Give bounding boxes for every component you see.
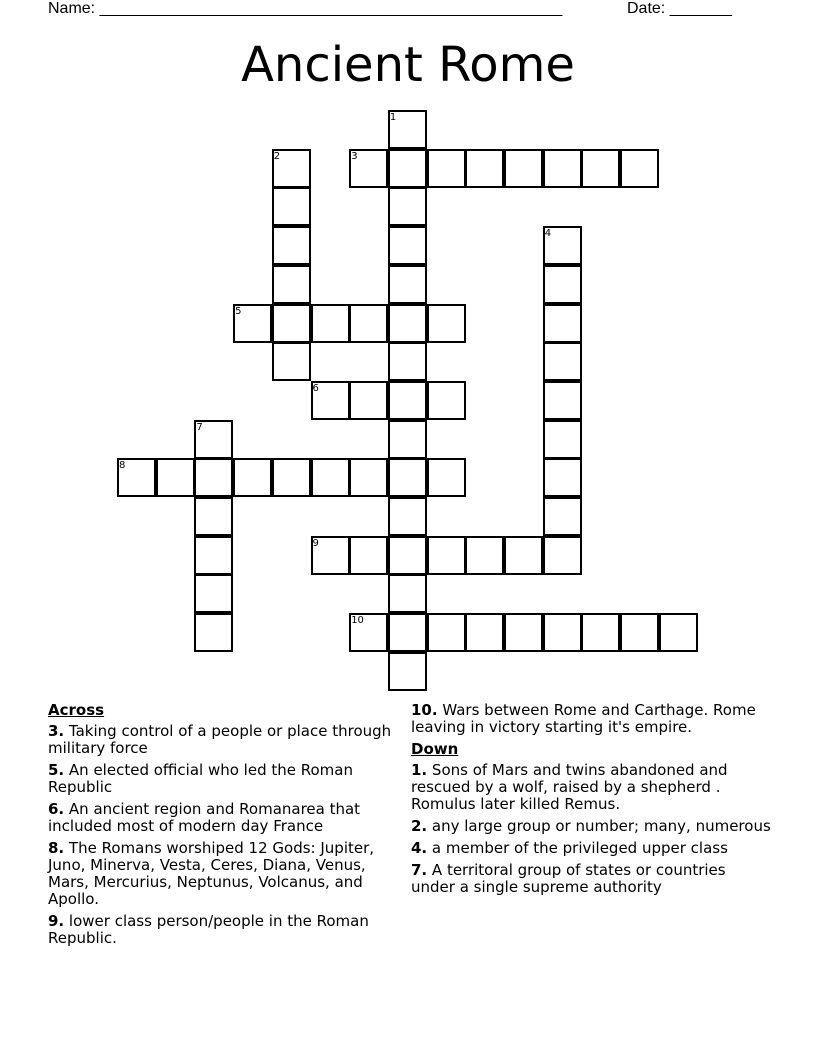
clue-across-5 xyxy=(48,762,393,796)
grid-cell[interactable] xyxy=(620,149,659,188)
clue-text: The Romans worshiped 12 Gods: Jupiter, Juno, Minerva, Vesta, Ceres, Diana, Venus, Mars, Mercurius, Neptunus, Volcanus, and Apollo. xyxy=(48,839,375,908)
clue-number: 4. xyxy=(411,839,428,857)
grid-cell[interactable] xyxy=(272,187,311,226)
grid-cell[interactable] xyxy=(194,613,233,652)
grid-cell[interactable] xyxy=(311,304,350,343)
grid-cell[interactable] xyxy=(543,265,582,304)
grid-cell[interactable] xyxy=(349,458,388,497)
grid-cell[interactable] xyxy=(194,458,233,497)
clue-across-8 xyxy=(48,840,393,908)
grid-cell[interactable] xyxy=(388,226,427,265)
grid-cell[interactable] xyxy=(156,458,195,497)
grid-cell[interactable] xyxy=(465,149,504,188)
grid-cell[interactable] xyxy=(388,304,427,343)
clue-number: 9. xyxy=(48,912,65,930)
grid-cell[interactable] xyxy=(388,265,427,304)
clue-text: a member of the privileged upper class xyxy=(431,839,728,857)
grid-cell[interactable] xyxy=(543,458,582,497)
page-title: Ancient Rome xyxy=(241,37,575,93)
clue-text: An elected official who led the Roman Republic xyxy=(48,761,353,796)
grid-clue-number: 10 xyxy=(351,615,364,627)
grid-cell[interactable] xyxy=(349,304,388,343)
clue-number: 3. xyxy=(48,722,65,740)
grid-cell[interactable] xyxy=(620,613,659,652)
name-label: Name: xyxy=(48,0,100,17)
grid-cell[interactable] xyxy=(427,458,466,497)
grid-cell[interactable] xyxy=(427,381,466,420)
grid-cell[interactable] xyxy=(349,381,388,420)
grid-cell[interactable] xyxy=(581,613,620,652)
grid-cell[interactable] xyxy=(543,304,582,343)
clue-text: lower class person/people in the Roman Republic. xyxy=(48,912,369,947)
grid-cell[interactable] xyxy=(543,497,582,536)
clue-number: 2. xyxy=(411,817,428,835)
grid-cell[interactable] xyxy=(504,536,543,575)
grid-cell[interactable] xyxy=(427,304,466,343)
clues-left-column xyxy=(48,702,393,952)
grid-cell[interactable] xyxy=(427,149,466,188)
grid-cell[interactable] xyxy=(388,652,427,691)
grid-cell[interactable] xyxy=(388,187,427,226)
grid-clue-number: 8 xyxy=(119,460,126,472)
grid-cell[interactable] xyxy=(543,342,582,381)
clue-number: 8. xyxy=(48,839,65,857)
grid-cell[interactable] xyxy=(388,613,427,652)
grid-cell[interactable] xyxy=(388,149,427,188)
clue-across-3 xyxy=(48,723,393,757)
clues-right-column xyxy=(411,702,771,901)
grid-cell[interactable] xyxy=(272,226,311,265)
clue-across-6 xyxy=(48,801,393,835)
grid-cell[interactable] xyxy=(272,342,311,381)
grid-cell[interactable] xyxy=(272,304,311,343)
grid-cell[interactable] xyxy=(311,458,350,497)
grid-cell[interactable] xyxy=(543,381,582,420)
grid-clue-number: 5 xyxy=(235,305,242,317)
grid-cell[interactable] xyxy=(427,536,466,575)
grid-cell[interactable] xyxy=(543,613,582,652)
grid-cell[interactable] xyxy=(272,265,311,304)
clue-text: Sons of Mars and twins abandoned and rescued by a wolf, raised by a shepherd . Romulus later killed Remus. xyxy=(411,761,728,813)
clue-down-4 xyxy=(411,840,771,857)
date-underline: _______ xyxy=(669,0,732,17)
grid-clue-number: 6 xyxy=(312,382,319,394)
grid-cell[interactable] xyxy=(427,613,466,652)
date-label: Date: xyxy=(627,0,670,17)
grid-cell[interactable] xyxy=(388,536,427,575)
clue-number: 6. xyxy=(48,800,65,818)
grid-cell[interactable] xyxy=(388,497,427,536)
grid-cell[interactable] xyxy=(388,420,427,459)
clue-across-10 xyxy=(411,702,771,736)
grid-cell[interactable] xyxy=(194,497,233,536)
clue-down-1 xyxy=(411,762,771,813)
grid-cell[interactable] xyxy=(543,420,582,459)
grid-cell[interactable] xyxy=(388,574,427,613)
clue-text: A territoral group of states or countries under a single supreme authority xyxy=(411,861,726,896)
clue-number: 7. xyxy=(411,861,428,879)
grid-cell[interactable] xyxy=(504,149,543,188)
grid-clue-number: 3 xyxy=(351,150,358,162)
clue-text: Taking control of a people or place through military force xyxy=(48,722,392,757)
clue-text: any large group or number; many, numerous xyxy=(431,817,771,835)
name-underline: ____________________________________________________ xyxy=(99,0,563,17)
grid-cell[interactable] xyxy=(543,149,582,188)
grid-cell[interactable] xyxy=(465,536,504,575)
down-heading: Down xyxy=(411,740,459,758)
grid-clue-number: 1 xyxy=(389,112,397,123)
grid-cell[interactable] xyxy=(388,342,427,381)
grid-cell[interactable] xyxy=(194,536,233,575)
grid-cell[interactable] xyxy=(272,458,311,497)
grid-cell[interactable] xyxy=(194,574,233,613)
grid-cell[interactable] xyxy=(504,613,543,652)
grid-clue-number: 4 xyxy=(544,228,552,240)
clue-down-7 xyxy=(411,862,771,896)
grid-cell[interactable] xyxy=(465,613,504,652)
clue-text: An ancient region and Romanarea that included most of modern day France xyxy=(48,800,361,835)
grid-cell[interactable] xyxy=(233,458,272,497)
clue-across-9 xyxy=(48,913,393,947)
grid-clue-number: 2 xyxy=(273,150,281,162)
grid-clue-number: 7 xyxy=(196,421,203,433)
grid-clue-number: 9 xyxy=(312,537,319,549)
clue-text: Wars between Rome and Carthage. Rome leaving in victory starting it's empire. xyxy=(411,701,756,736)
grid-cell[interactable] xyxy=(388,381,427,420)
clue-down-2 xyxy=(411,818,771,835)
grid-cell[interactable] xyxy=(659,613,698,652)
grid-cell[interactable] xyxy=(581,149,620,188)
grid-cell[interactable] xyxy=(543,536,582,575)
clue-number: 10. xyxy=(411,701,438,719)
clue-number: 5. xyxy=(48,761,65,779)
grid-cell[interactable] xyxy=(349,536,388,575)
across-heading: Across xyxy=(48,701,105,719)
grid-cell[interactable] xyxy=(388,458,427,497)
clue-number: 1. xyxy=(411,761,428,779)
